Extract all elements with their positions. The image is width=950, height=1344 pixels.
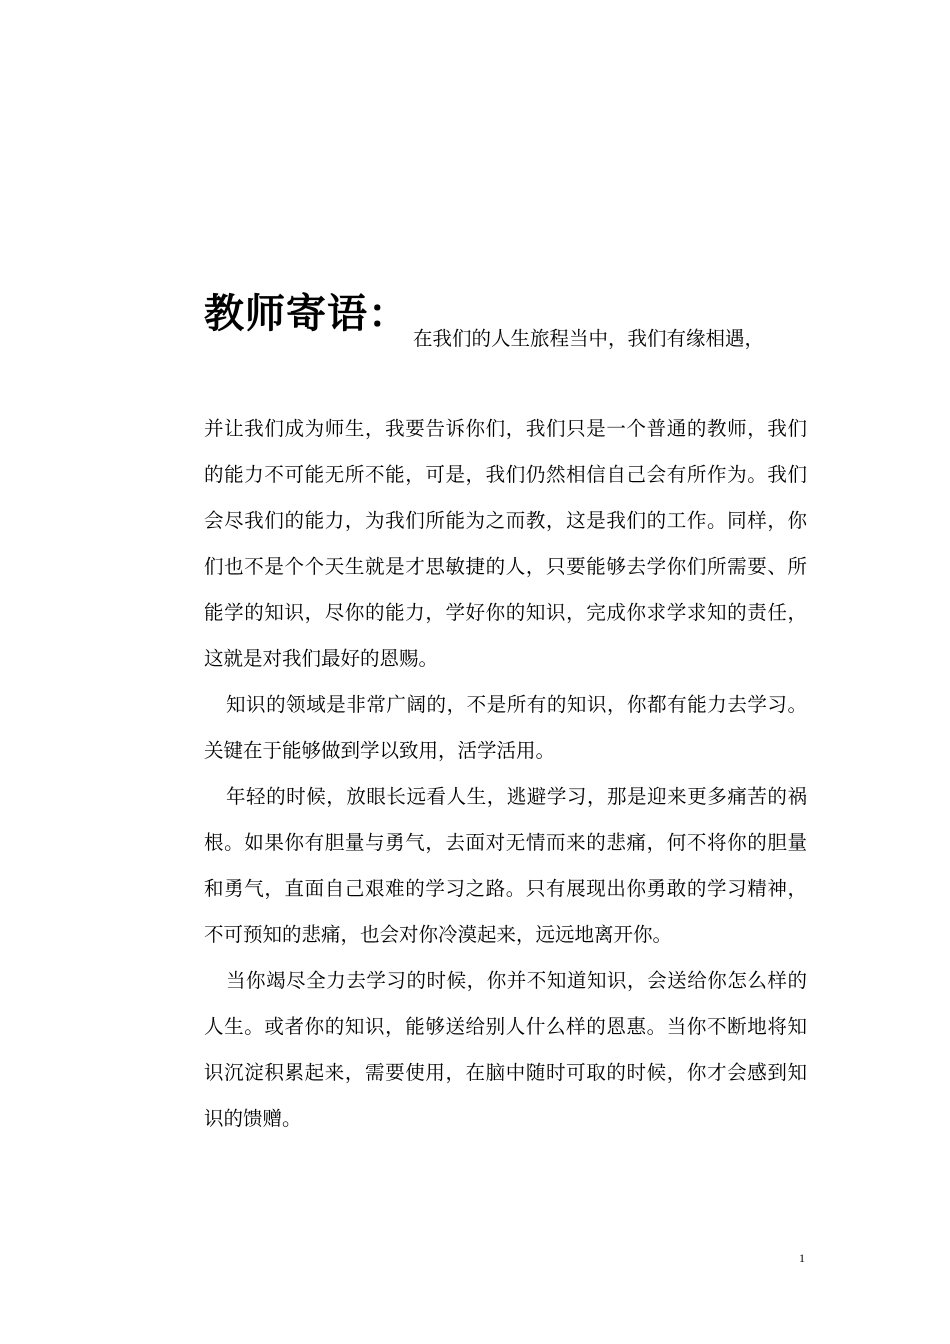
paragraph-2: 知识的领域是非常广阔的，不是所有的知识，你都有能力去学习。关键在于能够做到学以致用，活学活用。 <box>204 693 807 762</box>
page-number: 1 <box>799 1251 805 1265</box>
paragraph-1: 并让我们成为师生，我要告诉你们，我们只是一个普通的教师，我们的能力不可能无所不能，可是，我们仍然相信自己会有所作为。我们会尽我们的能力，为我们所能为之而教，这是我们的工作。同样，你们也不是个个天生就是才思敏捷的人，只要能够去学你们所需要、所能学的知识，尽你的能力，学好你的知识，完成你求学求知的责任，这就是对我们最好的恩赐。 <box>204 417 807 670</box>
page-title: 教师寄语： <box>204 291 409 337</box>
paragraph-4: 当你竭尽全力去学习的时候，你并不知道知识，会送给你怎么样的人生。或者你的知识，能够送给别人什么样的恩惠。当你不断地将知识沉淀积累起来，需要使用，在脑中随时可取的时候，你才会感到知识的馈赠。 <box>204 969 807 1130</box>
body-text <box>204 406 807 1142</box>
title-tail-text: 在我们的人生旅程当中，我们有缘相遇， <box>413 327 765 350</box>
title-row <box>204 286 814 356</box>
paragraph-3: 年轻的时候，放眼长远看人生，逃避学习，那是迎来更多痛苦的祸根。如果你有胆量与勇气，去面对无情而来的悲痛，何不将你的胆量和勇气，直面自己艰难的学习之路。只有展现出你勇敢的学习精神，不可预知的悲痛，也会对你冷漠起来，远远地离开你。 <box>204 785 807 946</box>
